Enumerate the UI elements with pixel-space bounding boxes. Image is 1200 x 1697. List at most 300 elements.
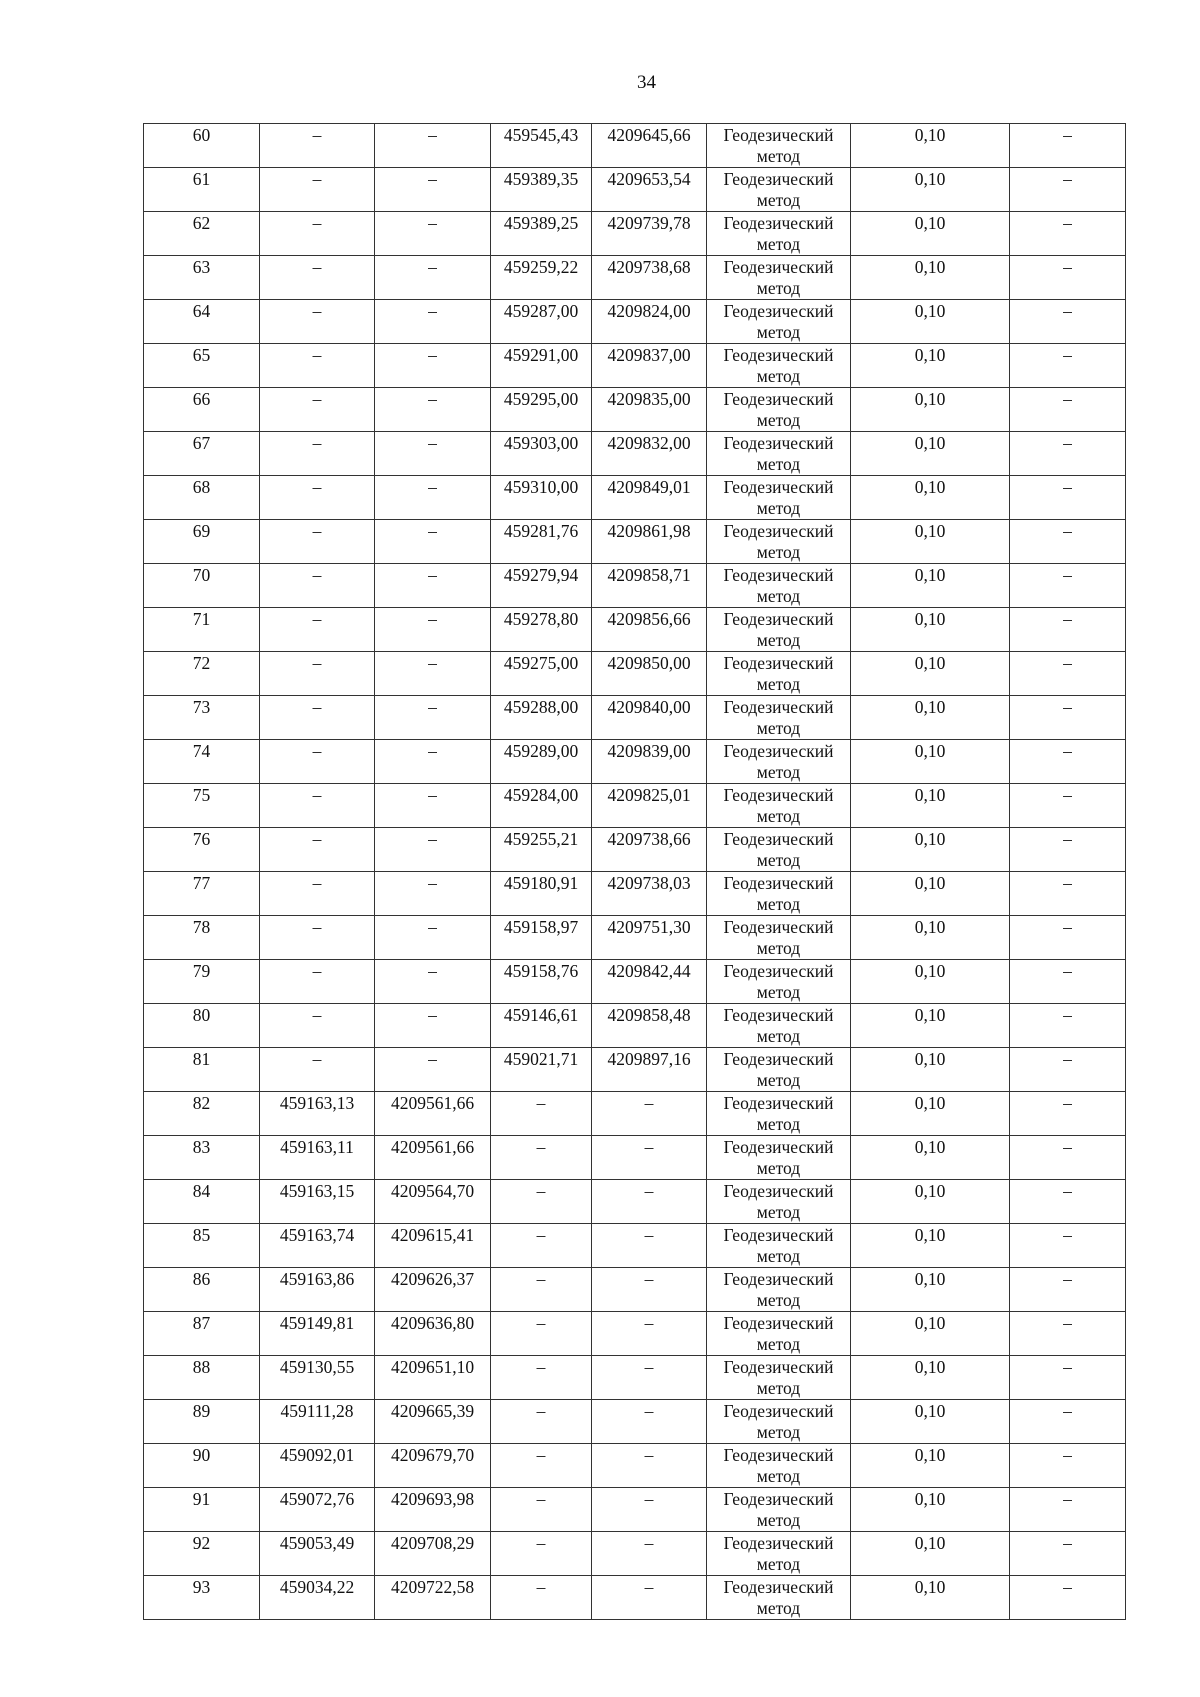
new-y-cell: 4209738,66 [592,828,707,872]
accuracy-cell: 0,10 [851,740,1010,784]
point-number-cell: 64 [144,300,260,344]
method-cell: Геодезический метод [707,432,851,476]
description-cell: – [1010,872,1126,916]
description-cell: – [1010,168,1126,212]
method-cell: Геодезический метод [707,1268,851,1312]
new-x-cell: 459545,43 [491,124,592,168]
existing-x-cell: 459163,11 [260,1136,375,1180]
point-number-cell: 82 [144,1092,260,1136]
table-row [144,1488,1126,1532]
accuracy-cell: 0,10 [851,520,1010,564]
existing-x-cell: – [260,256,375,300]
table-body [144,124,1126,1620]
accuracy-cell: 0,10 [851,476,1010,520]
new-y-cell: – [592,1268,707,1312]
existing-x-cell: 459092,01 [260,1444,375,1488]
existing-x-cell: 459053,49 [260,1532,375,1576]
description-cell: – [1010,476,1126,520]
new-y-cell: – [592,1444,707,1488]
method-cell: Геодезический метод [707,344,851,388]
table-row [144,784,1126,828]
existing-x-cell: – [260,388,375,432]
method-cell: Геодезический метод [707,1532,851,1576]
new-y-cell: 4209645,66 [592,124,707,168]
description-cell: – [1010,1092,1126,1136]
coordinates-table [143,123,1126,1620]
description-cell: – [1010,212,1126,256]
existing-y-cell: – [375,872,491,916]
table-row [144,1092,1126,1136]
existing-y-cell: – [375,784,491,828]
method-cell: Геодезический метод [707,124,851,168]
table-row [144,916,1126,960]
table-row [144,1356,1126,1400]
point-number-cell: 73 [144,696,260,740]
new-x-cell: – [491,1400,592,1444]
description-cell: – [1010,1312,1126,1356]
method-cell: Геодезический метод [707,1092,851,1136]
accuracy-cell: 0,10 [851,564,1010,608]
description-cell: – [1010,1136,1126,1180]
table-row [144,256,1126,300]
table-row [144,1180,1126,1224]
new-x-cell: 459021,71 [491,1048,592,1092]
point-number-cell: 84 [144,1180,260,1224]
description-cell: – [1010,432,1126,476]
accuracy-cell: 0,10 [851,1268,1010,1312]
accuracy-cell: 0,10 [851,916,1010,960]
point-number-cell: 89 [144,1400,260,1444]
existing-y-cell: – [375,520,491,564]
accuracy-cell: 0,10 [851,1576,1010,1620]
new-y-cell: 4209825,01 [592,784,707,828]
existing-y-cell: 4209626,37 [375,1268,491,1312]
existing-y-cell: 4209665,39 [375,1400,491,1444]
new-x-cell: 459291,00 [491,344,592,388]
accuracy-cell: 0,10 [851,828,1010,872]
existing-x-cell: – [260,1048,375,1092]
existing-y-cell: – [375,608,491,652]
description-cell: – [1010,388,1126,432]
new-x-cell: – [491,1136,592,1180]
new-y-cell: 4209840,00 [592,696,707,740]
existing-y-cell: 4209615,41 [375,1224,491,1268]
new-y-cell: 4209897,16 [592,1048,707,1092]
table-row [144,1224,1126,1268]
accuracy-cell: 0,10 [851,1356,1010,1400]
existing-x-cell: 459034,22 [260,1576,375,1620]
accuracy-cell: 0,10 [851,1532,1010,1576]
method-cell: Геодезический метод [707,1356,851,1400]
point-number-cell: 60 [144,124,260,168]
new-x-cell: 459275,00 [491,652,592,696]
existing-y-cell: – [375,960,491,1004]
table-row [144,1048,1126,1092]
point-number-cell: 68 [144,476,260,520]
existing-x-cell: – [260,476,375,520]
description-cell: – [1010,1004,1126,1048]
new-y-cell: 4209858,71 [592,564,707,608]
point-number-cell: 77 [144,872,260,916]
method-cell: Геодезический метод [707,388,851,432]
existing-x-cell: – [260,828,375,872]
existing-y-cell: 4209693,98 [375,1488,491,1532]
new-x-cell: – [491,1576,592,1620]
description-cell: – [1010,256,1126,300]
new-x-cell: 459289,00 [491,740,592,784]
existing-x-cell: – [260,344,375,388]
table-row [144,1136,1126,1180]
method-cell: Геодезический метод [707,564,851,608]
accuracy-cell: 0,10 [851,388,1010,432]
new-y-cell: 4209850,00 [592,652,707,696]
method-cell: Геодезический метод [707,828,851,872]
accuracy-cell: 0,10 [851,1136,1010,1180]
point-number-cell: 90 [144,1444,260,1488]
new-x-cell: 459279,94 [491,564,592,608]
table-row [144,1444,1126,1488]
new-y-cell: 4209738,68 [592,256,707,300]
accuracy-cell: 0,10 [851,1312,1010,1356]
point-number-cell: 93 [144,1576,260,1620]
table-row [144,872,1126,916]
point-number-cell: 88 [144,1356,260,1400]
new-y-cell: 4209837,00 [592,344,707,388]
new-x-cell: – [491,1268,592,1312]
point-number-cell: 78 [144,916,260,960]
point-number-cell: 83 [144,1136,260,1180]
table-row [144,608,1126,652]
point-number-cell: 85 [144,1224,260,1268]
page-number: 34 [637,72,656,93]
existing-y-cell: – [375,256,491,300]
existing-y-cell: – [375,344,491,388]
point-number-cell: 76 [144,828,260,872]
existing-y-cell: 4209679,70 [375,1444,491,1488]
existing-x-cell: – [260,916,375,960]
new-x-cell: – [491,1356,592,1400]
accuracy-cell: 0,10 [851,256,1010,300]
new-y-cell: 4209842,44 [592,960,707,1004]
point-number-cell: 62 [144,212,260,256]
table-row [144,432,1126,476]
new-x-cell: – [491,1444,592,1488]
description-cell: – [1010,344,1126,388]
existing-x-cell: – [260,740,375,784]
method-cell: Геодезический метод [707,168,851,212]
existing-x-cell: – [260,564,375,608]
description-cell: – [1010,1048,1126,1092]
table-row [144,1004,1126,1048]
method-cell: Геодезический метод [707,1444,851,1488]
existing-x-cell: – [260,784,375,828]
description-cell: – [1010,520,1126,564]
point-number-cell: 75 [144,784,260,828]
new-x-cell: 459288,00 [491,696,592,740]
accuracy-cell: 0,10 [851,872,1010,916]
description-cell: – [1010,828,1126,872]
existing-y-cell: – [375,916,491,960]
accuracy-cell: 0,10 [851,1048,1010,1092]
table-row [144,1268,1126,1312]
description-cell: – [1010,1576,1126,1620]
existing-y-cell: – [375,388,491,432]
method-cell: Геодезический метод [707,696,851,740]
point-number-cell: 92 [144,1532,260,1576]
new-y-cell: – [592,1180,707,1224]
existing-y-cell: 4209636,80 [375,1312,491,1356]
description-cell: – [1010,740,1126,784]
description-cell: – [1010,300,1126,344]
new-y-cell: – [592,1400,707,1444]
existing-y-cell: – [375,300,491,344]
point-number-cell: 70 [144,564,260,608]
new-y-cell: 4209832,00 [592,432,707,476]
new-y-cell: 4209858,48 [592,1004,707,1048]
description-cell: – [1010,1224,1126,1268]
existing-y-cell: – [375,1004,491,1048]
new-x-cell: – [491,1488,592,1532]
existing-x-cell: 459130,55 [260,1356,375,1400]
point-number-cell: 63 [144,256,260,300]
table-row [144,828,1126,872]
new-y-cell: 4209835,00 [592,388,707,432]
existing-y-cell: 4209708,29 [375,1532,491,1576]
new-x-cell: 459310,00 [491,476,592,520]
accuracy-cell: 0,10 [851,1004,1010,1048]
description-cell: – [1010,564,1126,608]
description-cell: – [1010,652,1126,696]
new-x-cell: – [491,1224,592,1268]
existing-y-cell: 4209561,66 [375,1092,491,1136]
table-row [144,212,1126,256]
existing-y-cell: – [375,124,491,168]
new-x-cell: 459303,00 [491,432,592,476]
description-cell: – [1010,1180,1126,1224]
new-y-cell: – [592,1532,707,1576]
new-y-cell: 4209856,66 [592,608,707,652]
new-y-cell: 4209849,01 [592,476,707,520]
new-x-cell: 459180,91 [491,872,592,916]
accuracy-cell: 0,10 [851,960,1010,1004]
accuracy-cell: 0,10 [851,1092,1010,1136]
method-cell: Геодезический метод [707,784,851,828]
new-y-cell: – [592,1092,707,1136]
existing-y-cell: – [375,564,491,608]
new-x-cell: – [491,1180,592,1224]
new-x-cell: – [491,1092,592,1136]
new-y-cell: 4209738,03 [592,872,707,916]
method-cell: Геодезический метод [707,300,851,344]
new-y-cell: – [592,1136,707,1180]
existing-y-cell: – [375,1048,491,1092]
new-x-cell: 459278,80 [491,608,592,652]
new-y-cell: 4209824,00 [592,300,707,344]
method-cell: Геодезический метод [707,1180,851,1224]
existing-x-cell: – [260,872,375,916]
method-cell: Геодезический метод [707,1488,851,1532]
existing-y-cell: 4209651,10 [375,1356,491,1400]
existing-x-cell: – [260,300,375,344]
table-row [144,1400,1126,1444]
table-row [144,1576,1126,1620]
new-y-cell: – [592,1312,707,1356]
point-number-cell: 69 [144,520,260,564]
existing-x-cell: – [260,124,375,168]
table-row [144,564,1126,608]
new-x-cell: 459158,76 [491,960,592,1004]
new-y-cell: 4209653,54 [592,168,707,212]
new-x-cell: 459259,22 [491,256,592,300]
existing-x-cell: 459163,74 [260,1224,375,1268]
point-number-cell: 91 [144,1488,260,1532]
accuracy-cell: 0,10 [851,1444,1010,1488]
new-x-cell: 459281,76 [491,520,592,564]
point-number-cell: 67 [144,432,260,476]
accuracy-cell: 0,10 [851,1400,1010,1444]
method-cell: Геодезический метод [707,740,851,784]
method-cell: Геодезический метод [707,960,851,1004]
description-cell: – [1010,696,1126,740]
new-x-cell: 459389,25 [491,212,592,256]
point-number-cell: 79 [144,960,260,1004]
point-number-cell: 81 [144,1048,260,1092]
method-cell: Геодезический метод [707,916,851,960]
existing-x-cell: – [260,960,375,1004]
method-cell: Геодезический метод [707,1400,851,1444]
description-cell: – [1010,916,1126,960]
new-x-cell: 459389,35 [491,168,592,212]
table-row [144,168,1126,212]
new-x-cell: 459255,21 [491,828,592,872]
existing-x-cell: – [260,608,375,652]
new-x-cell: 459287,00 [491,300,592,344]
existing-x-cell: – [260,652,375,696]
existing-x-cell: – [260,696,375,740]
accuracy-cell: 0,10 [851,652,1010,696]
point-number-cell: 66 [144,388,260,432]
new-y-cell: – [592,1576,707,1620]
point-number-cell: 61 [144,168,260,212]
description-cell: – [1010,1400,1126,1444]
new-y-cell: – [592,1356,707,1400]
new-y-cell: 4209751,30 [592,916,707,960]
point-number-cell: 65 [144,344,260,388]
accuracy-cell: 0,10 [851,784,1010,828]
method-cell: Геодезический метод [707,652,851,696]
point-number-cell: 72 [144,652,260,696]
point-number-cell: 86 [144,1268,260,1312]
table-row [144,520,1126,564]
new-x-cell: 459295,00 [491,388,592,432]
method-cell: Геодезический метод [707,1004,851,1048]
new-y-cell: – [592,1488,707,1532]
existing-y-cell: – [375,828,491,872]
existing-x-cell: 459149,81 [260,1312,375,1356]
point-number-cell: 80 [144,1004,260,1048]
method-cell: Геодезический метод [707,1136,851,1180]
description-cell: – [1010,1532,1126,1576]
point-number-cell: 71 [144,608,260,652]
existing-y-cell: 4209561,66 [375,1136,491,1180]
accuracy-cell: 0,10 [851,608,1010,652]
table-row [144,344,1126,388]
description-cell: – [1010,1268,1126,1312]
description-cell: – [1010,1488,1126,1532]
table-row [144,1532,1126,1576]
point-number-cell: 74 [144,740,260,784]
description-cell: – [1010,124,1126,168]
existing-y-cell: 4209722,58 [375,1576,491,1620]
method-cell: Геодезический метод [707,608,851,652]
method-cell: Геодезический метод [707,476,851,520]
method-cell: Геодезический метод [707,520,851,564]
existing-x-cell: 459111,28 [260,1400,375,1444]
accuracy-cell: 0,10 [851,1488,1010,1532]
description-cell: – [1010,784,1126,828]
method-cell: Геодезический метод [707,256,851,300]
method-cell: Геодезический метод [707,1312,851,1356]
method-cell: Геодезический метод [707,1048,851,1092]
table-row [144,388,1126,432]
table-row [144,652,1126,696]
existing-x-cell: – [260,520,375,564]
new-x-cell: 459146,61 [491,1004,592,1048]
new-x-cell: – [491,1532,592,1576]
new-x-cell: 459158,97 [491,916,592,960]
new-y-cell: 4209839,00 [592,740,707,784]
accuracy-cell: 0,10 [851,1180,1010,1224]
existing-x-cell: – [260,168,375,212]
existing-y-cell: – [375,432,491,476]
existing-y-cell: – [375,168,491,212]
existing-y-cell: – [375,212,491,256]
description-cell: – [1010,960,1126,1004]
accuracy-cell: 0,10 [851,1224,1010,1268]
table-row [144,696,1126,740]
description-cell: – [1010,1444,1126,1488]
existing-y-cell: – [375,476,491,520]
existing-x-cell: 459163,13 [260,1092,375,1136]
existing-y-cell: – [375,740,491,784]
existing-y-cell: – [375,696,491,740]
new-y-cell: – [592,1224,707,1268]
description-cell: – [1010,1356,1126,1400]
existing-x-cell: 459163,15 [260,1180,375,1224]
table-row [144,300,1126,344]
existing-x-cell: 459163,86 [260,1268,375,1312]
table-row [144,740,1126,784]
existing-x-cell: 459072,76 [260,1488,375,1532]
new-y-cell: 4209861,98 [592,520,707,564]
accuracy-cell: 0,10 [851,168,1010,212]
table-row [144,124,1126,168]
existing-x-cell: – [260,212,375,256]
table-row [144,960,1126,1004]
method-cell: Геодезический метод [707,212,851,256]
table-row [144,476,1126,520]
point-number-cell: 87 [144,1312,260,1356]
existing-x-cell: – [260,1004,375,1048]
table-row [144,1312,1126,1356]
new-x-cell: – [491,1312,592,1356]
accuracy-cell: 0,10 [851,124,1010,168]
accuracy-cell: 0,10 [851,432,1010,476]
new-y-cell: 4209739,78 [592,212,707,256]
accuracy-cell: 0,10 [851,344,1010,388]
existing-y-cell: 4209564,70 [375,1180,491,1224]
accuracy-cell: 0,10 [851,696,1010,740]
